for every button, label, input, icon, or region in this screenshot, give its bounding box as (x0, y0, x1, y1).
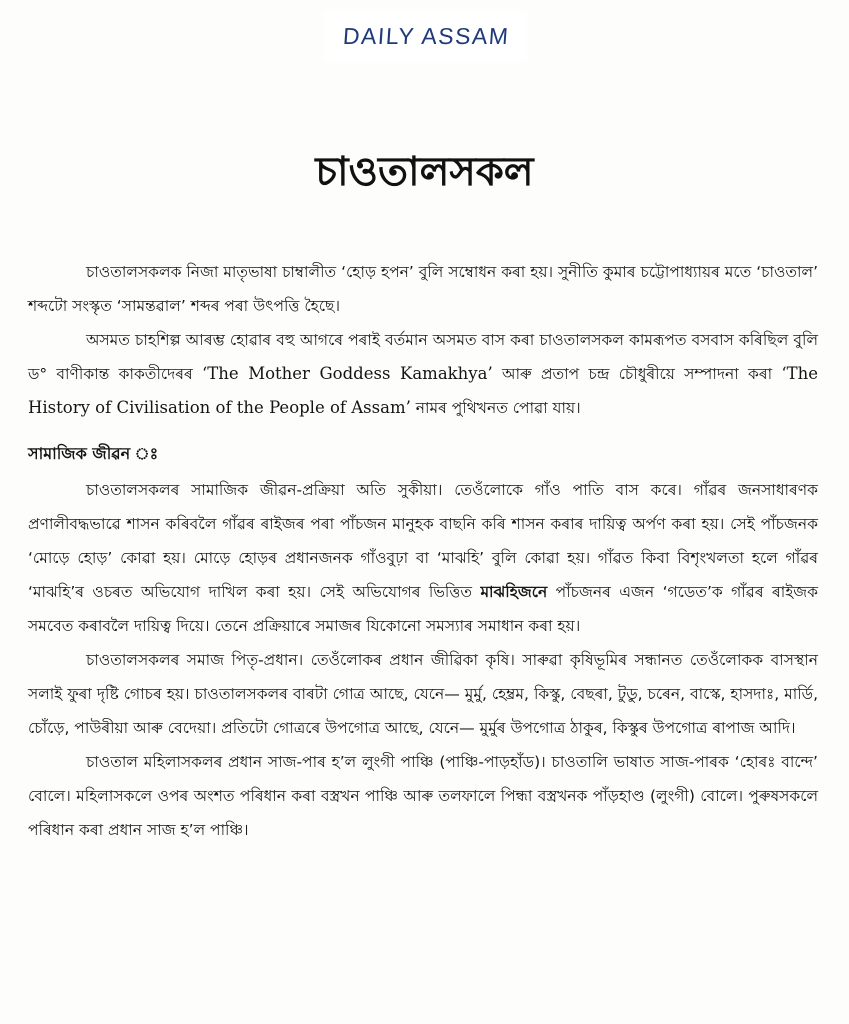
paragraph-social-structure (28, 473, 818, 643)
paragraph-clans: চাওতালসকলৰ সমাজ পিতৃ-প্ৰধান। তেওঁলোকৰ প্ৰধান জীৱিকা কৃষি। সাৰুৱা কৃষিভূমিৰ সন্ধানত তেওঁলোকক বাসস্থান সলাই ফুৰা দৃষ্টি গোচৰ হয়। চাওতালসকলৰ বাৰটা গোত্ৰ আছে, যেনে— মুৰ্মু, হেম্ব্ৰম, কিস্কু, বেছৰা, টুডু, চৰেন, বাস্কে, হাসদাঃ, মাৰ্ডি, চোঁড়ে, পাউৰীয়া আৰু বেদেয়া। প্ৰতিটো গোত্ৰৰে উপগোত্ৰ আছে, যেনে— মুৰ্মুৰ উপগোত্ৰ ঠাকুৰ, কিস্কুৰ উপগোত্ৰ ৰাপাজ আদি। (28, 651, 818, 737)
paragraph-history (28, 323, 818, 425)
paragraph-history-part-c: নামৰ পুথিখনত পোৱা যায়। (410, 399, 581, 417)
paragraph-social-part-b: পাঁচজনৰ এজন ‘গডেত’ক গাঁৱৰ ৰাইজক সমবেত কৰাবলৈ দায়িত্ব দিয়ে। তেনে প্ৰক্ৰিয়াৰে সমাজৰ যিকোনো সমস্যাৰ সমাধান কৰা হয়। (28, 583, 818, 635)
paragraph-social-bold: মাঝহিজনে (480, 583, 548, 601)
paragraph-social-part-a: চাওতালসকলৰ সামাজিক জীৱন-প্ৰক্ৰিয়া অতি সুকীয়া। তেওঁলোকে গাঁও পাতি বাস কৰে। গাঁৱৰ জনসাধাৰণক প্ৰণালীবদ্ধভাৱে শাসন কৰিবলৈ গাঁৱৰ ৰাইজৰ পৰা পাঁচজন মানুহক বাছনি কৰি শাসন কৰাৰ দায়িত্ব অৰ্পণ কৰা হয়। সেই পাঁচজনক ‘মোড়ে হোড়’ কোৱা হয়। মোড়ে হোড়ৰ প্ৰধানজনক গাঁওবুঢ়া বা ‘মাঝহি’ বুলি কোৱা হয়। গাঁৱত কিবা বিশৃংখলতা হলে গাঁৱৰ ‘মাঝহি’ৰ ওচৰত অভিযোগ দাখিল কৰা হয়। সেই অভিযোগৰ ভিত্তিত (28, 481, 818, 601)
book-title-mother-goddess: ‘The Mother Goddess Kamakhya’ (201, 364, 493, 383)
paragraph-intro: চাওতালসকলক নিজা মাতৃভাষা চাম্বালীত ‘হোড় হপন’ বুলি সম্বোধন কৰা হয়। সুনীতি কুমাৰ চট্টোপাধ্যায়ৰ মতে ‘চাওতাল’ শব্দটো সংস্কৃত ‘সামন্তৱাল’ শব্দৰ পৰা উৎপত্তি হৈছে। (28, 263, 818, 315)
paragraph-attire: চাওতাল মহিলাসকলৰ প্ৰধান সাজ-পাৰ হ’ল লুংগী পাঞ্চি (পাঞ্চি-পাড়হাঁড)। চাওতালি ভাষাত সাজ-পাৰক ‘হোৰঃ বান্দে’ বোলে। মহিলাসকলে ওপৰ অংশত পৰিধান কৰা বস্ত্ৰখন পাঞ্চি আৰু তলফালে পিন্ধা বস্ত্ৰখনক পাঁড়হাণ্ড (লুংগী) বোলে। পুৰুষসকলে পৰিধান কৰা প্ৰধান সাজ হ’ল পাঞ্চি। (28, 753, 818, 839)
article-body (28, 255, 818, 847)
watermark-stamp (326, 12, 526, 60)
watermark-text: DAILY ASSAM (341, 22, 511, 49)
paragraph-history-part-b: আৰু প্ৰতাপ চন্দ্ৰ চৌধুৰীয়ে সম্পাদনা কৰা (492, 365, 782, 383)
paragraph-history-part-a: অসমত চাহশিল্প আৰম্ভ হোৱাৰ বহু আগৰে পৰাই বৰ্তমান অসমত বাস কৰা চাওতালসকল কামৰূপত বসবাস কৰিছিল বুলি ড° বাণীকান্ত কাকতীদেৰৰ (28, 331, 818, 383)
page-title: চাওতালসকল (315, 149, 534, 195)
section-heading-social-life: সামাজিক জীৱন ঃ (28, 444, 159, 463)
book-title-history-civilisation: ‘The History of Civilisation of the People of Assam’ (28, 364, 818, 417)
